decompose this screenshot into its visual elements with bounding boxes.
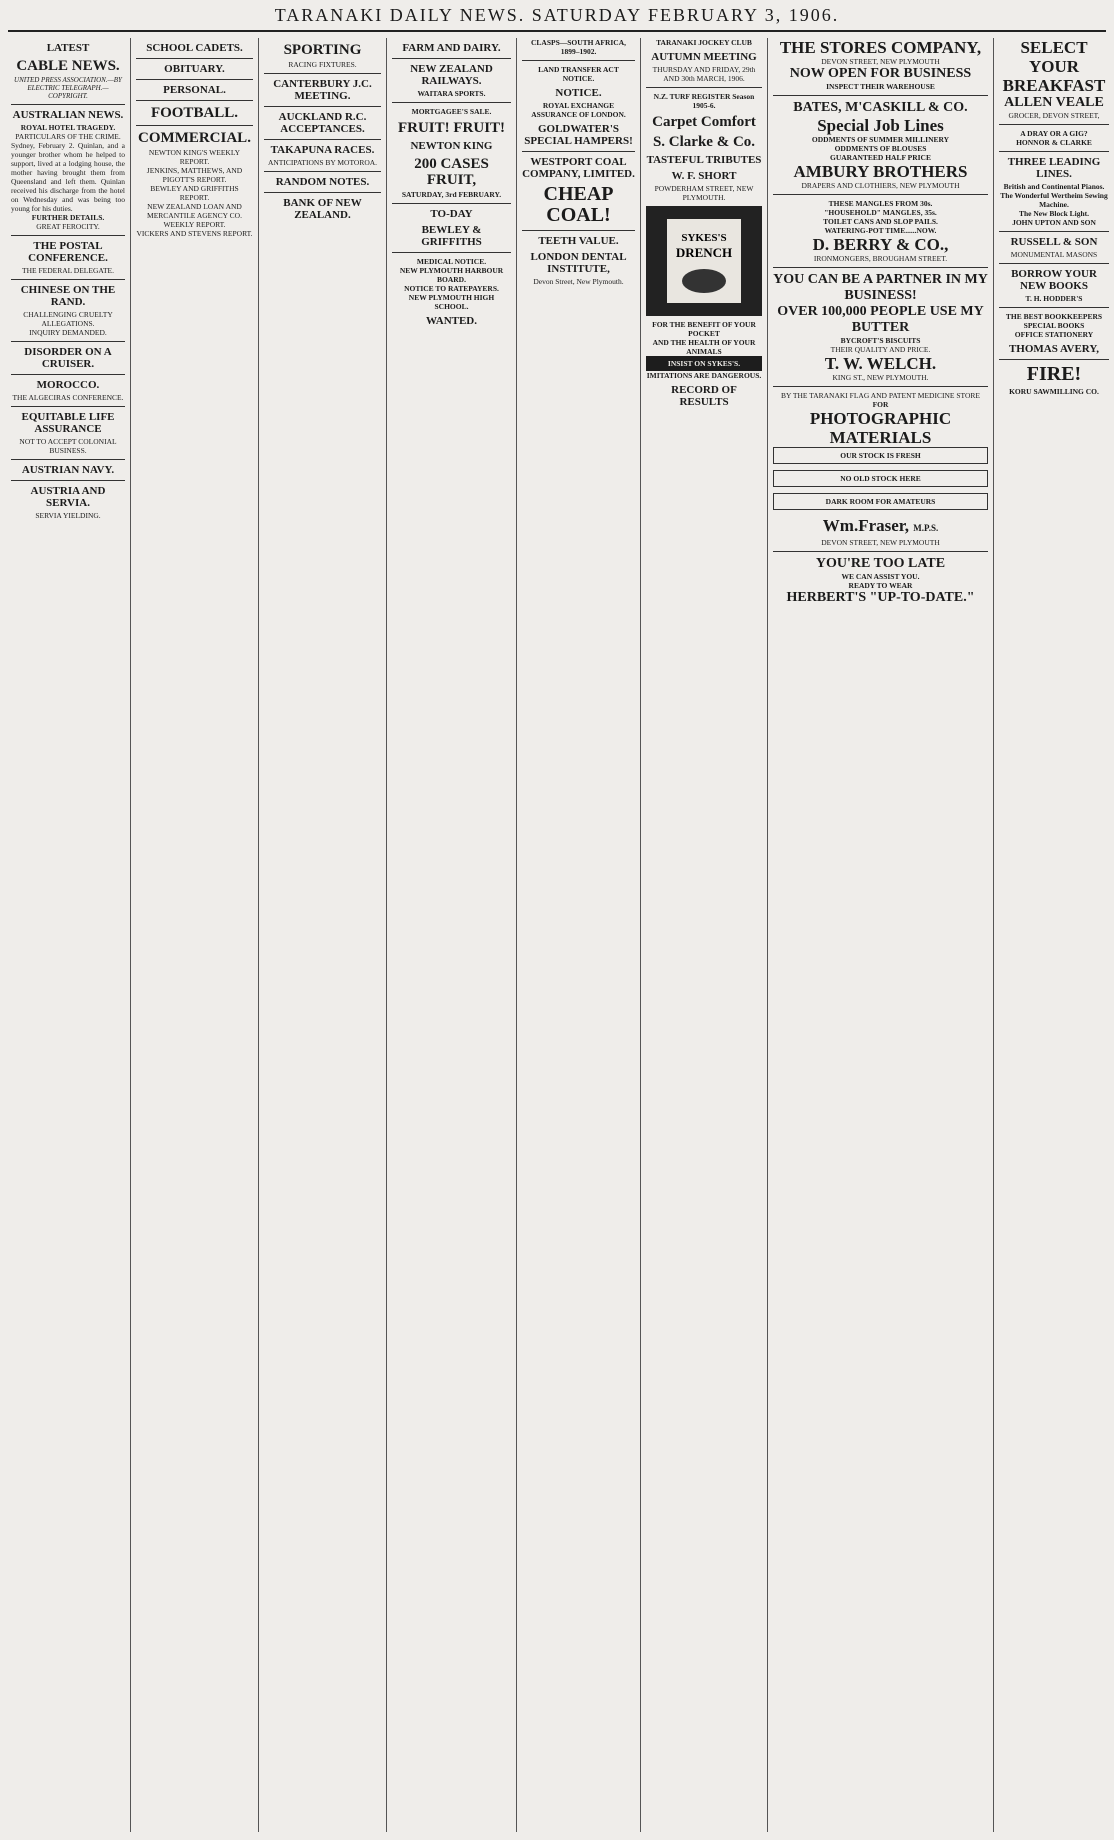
divider: [999, 263, 1109, 264]
divider: [136, 125, 253, 126]
disorder-heading: DISORDER ON A CRUISER.: [24, 346, 112, 370]
royal-exchange-heading: ROYAL EXCHANGE ASSURANCE OF LONDON.: [531, 101, 626, 119]
carpet-comfort-heading: Carpet Comfort: [652, 114, 756, 130]
fraser-qualification: M.P.S.: [913, 523, 939, 533]
ready-to-wear-heading: READY TO WEAR: [848, 581, 913, 590]
three-leading-lines-heading: THREE LEADING LINES.: [1007, 156, 1101, 180]
column-4: [387, 38, 517, 1832]
column-3: [259, 38, 387, 1832]
fire-heading: FIRE!: [1026, 363, 1082, 385]
column-6: [641, 38, 768, 1832]
federal-delegate-heading: THE FEDERAL DELEGATE.: [22, 266, 114, 275]
newton-king-heading: NEWTON KING: [410, 140, 493, 152]
canterbury-heading: CANTERBURY J.C. MEETING.: [273, 78, 372, 102]
ferocity-heading: GREAT FEROCITY.: [36, 222, 100, 231]
meeting-dates: THURSDAY AND FRIDAY, 29th AND 30th MARCH, 1906.: [652, 65, 756, 83]
insist-sykes-banner: INSIST ON SYKES'S.: [646, 356, 762, 371]
d-berry-address: IRONMONGERS, BROUGHAM STREET.: [813, 254, 948, 263]
sykes-drench-illustration: [646, 206, 762, 316]
divider: [773, 551, 988, 552]
masthead: TARANAKI DAILY NEWS. SATURDAY FEBRUARY 3, 1906.: [8, 0, 1106, 32]
fruit-cases-heading: 200 CASES FRUIT,: [414, 156, 489, 188]
autumn-meeting-heading: AUTUMN MEETING: [651, 51, 757, 63]
waitara-sports-heading: WAITARA SPORTS.: [417, 89, 486, 98]
newton-king-report-heading: NEWTON KING'S WEEKLY REPORT.: [148, 148, 241, 166]
taranaki-flag-line: BY THE TARANAKI FLAG AND PATENT MEDICINE STORE: [781, 391, 980, 400]
allen-veale-sub: GROCER, DEVON STREET,: [1008, 111, 1100, 120]
hodder-heading: T. H. HODDER'S: [1025, 294, 1083, 303]
divider: [136, 58, 253, 59]
algeciras-heading: THE ALGECIRAS CONFERENCE.: [12, 393, 124, 402]
cable-credit: UNITED PRESS ASSOCIATION.—BY ELECTRIC TELEGRAPH.—COPYRIGHT.: [14, 76, 122, 100]
divider: [11, 480, 125, 481]
article-body: Sydney, February 2. Quinlan, and a younger brother whom he helped to support, lived at a lodging house, the mother having brought them from Queensland and left them. Quinlan received his discharge from the hotel on Wednesday and was being too young for his duties.: [11, 141, 125, 213]
divider: [11, 459, 125, 460]
austrian-navy-heading: AUSTRIAN NAVY.: [21, 464, 115, 476]
stores-address: DEVON STREET, NEW PLYMOUTH: [821, 57, 940, 66]
divider: [11, 406, 125, 407]
equitable-heading: EQUITABLE LIFE ASSURANCE: [21, 411, 115, 435]
no-old-stock-box: NO OLD STOCK HERE: [773, 470, 988, 487]
bookkeepers-heading: THE BEST BOOKKEEPERS: [1005, 312, 1103, 321]
mangles-heading: THESE MANGLES FROM 30s.: [828, 199, 933, 208]
half-price-heading: GUARANTEED HALF PRICE: [830, 153, 931, 162]
koru-heading: KORU SAWMILLING CO.: [1009, 387, 1099, 396]
for-label: FOR: [872, 400, 889, 409]
divider: [264, 106, 381, 107]
block-light-heading: The New Block Light.: [1018, 209, 1089, 218]
divider: [264, 171, 381, 172]
divider: [264, 139, 381, 140]
household-mangles-heading: "HOUSEHOLD" MANGLES, 35s.: [824, 208, 937, 217]
bycroft-sub: THEIR QUALITY AND PRICE.: [830, 345, 931, 354]
particulars-heading: PARTICULARS OF THE CRIME.: [15, 132, 121, 141]
column-7: [768, 38, 994, 1832]
chinese-rand-heading: CHINESE ON THE RAND.: [20, 284, 116, 308]
harbour-board-heading: NEW PLYMOUTH HARBOUR BOARD.: [399, 266, 504, 284]
divider: [773, 95, 988, 96]
divider: [522, 230, 635, 231]
vickers-report-heading: VICKERS AND STEVENS REPORT.: [136, 229, 253, 238]
wanted-heading: WANTED.: [425, 315, 478, 327]
postal-conference-heading: THE POSTAL CONFERENCE.: [28, 240, 108, 264]
drench-bottle-icon: [659, 211, 749, 311]
thomas-avery-heading: THOMAS AVERY,: [1008, 343, 1100, 355]
butter-heading: OVER 100,000 PEOPLE USE MY BUTTER: [777, 304, 984, 335]
stores-company-heading: THE STORES COMPANY,: [779, 38, 982, 57]
divider: [11, 279, 125, 280]
divider: [999, 359, 1109, 360]
bycroft-heading: BYCROFT'S BISCUITS: [840, 336, 921, 345]
bg-report-heading: BEWLEY AND GRIFFITHS REPORT.: [150, 184, 239, 202]
divider: [11, 235, 125, 236]
record-results-heading: RECORD OF RESULTS: [671, 384, 737, 408]
column-1: [6, 38, 131, 1832]
d-berry-heading: D. BERRY & CO.,: [812, 235, 949, 254]
herbert-heading: HERBERT'S "UP-TO-DATE.": [786, 590, 975, 605]
latest-heading: LATEST: [46, 42, 90, 54]
fruit-heading: FRUIT! FRUIT!: [397, 120, 506, 136]
office-stationery-heading: OFFICE STATIONERY: [1014, 330, 1094, 339]
s-clarke-heading: S. Clarke & Co.: [652, 134, 756, 150]
takapuna-heading: TAKAPUNA RACES.: [270, 144, 375, 156]
divider: [999, 231, 1109, 232]
teeth-value-heading: TEETH VALUE.: [538, 235, 619, 247]
goldwater-heading: GOLDWATER'S SPECIAL HAMPERS!: [524, 123, 633, 147]
jmp-report-heading: JENKINS, MATTHEWS, AND PIGOTT'S REPORT.: [146, 166, 243, 184]
land-transfer-heading: LAND TRANSFER ACT NOTICE.: [538, 65, 619, 83]
commercial-heading: COMMERCIAL.: [138, 130, 251, 146]
inquiry-heading: INQUIRY DEMANDED.: [29, 328, 107, 337]
select-breakfast-heading: SELECT YOUR BREAKFAST: [1002, 38, 1106, 95]
divider: [11, 341, 125, 342]
divider: [773, 386, 988, 387]
welch-address: KING ST., NEW PLYMOUTH.: [832, 373, 929, 382]
bank-nz-heading: BANK OF NEW ZEALAND.: [283, 197, 362, 221]
farm-dairy-heading: FARM AND DAIRY.: [402, 42, 501, 54]
random-notes-heading: RANDOM NOTES.: [275, 176, 370, 188]
photographic-heading: PHOTOGRAPHIC MATERIALS: [809, 409, 952, 447]
bewley-griffiths-heading: BEWLEY & GRIFFITHS: [421, 224, 482, 248]
cable-news-heading: CABLE NEWS.: [16, 58, 120, 74]
divider: [264, 192, 381, 193]
stock-fresh-box: OUR STOCK IS FRESH: [773, 447, 988, 464]
cruelty-heading: CHALLENGING CRUELTY ALLEGATIONS.: [23, 310, 113, 328]
bates-heading: BATES, M'CASKILL & CO.: [793, 100, 968, 115]
clasps-heading: CLASPS—SOUTH AFRICA, 1899–1902.: [530, 38, 627, 56]
not-accept-heading: NOT TO ACCEPT COLONIAL BUSINESS.: [19, 437, 117, 455]
partner-heading: YOU CAN BE A PARTNER IN MY BUSINESS!: [773, 272, 988, 303]
mortgagee-sale-heading: MORTGAGEE'S SALE.: [411, 107, 492, 116]
dark-room-box: DARK ROOM FOR AMATEURS: [773, 493, 988, 510]
russell-son-heading: RUSSELL & SON: [1010, 236, 1098, 248]
divider: [392, 58, 511, 59]
column-2: [131, 38, 259, 1832]
personal-heading: PERSONAL.: [163, 84, 226, 96]
newspaper-page: [0, 32, 1114, 1832]
column-5: [517, 38, 641, 1832]
jockey-club-heading: TARANAKI JOCKEY CLUB: [656, 38, 752, 47]
sykes-line-2: AND THE HEALTH OF YOUR ANIMALS: [652, 338, 756, 356]
assist-heading: WE CAN ASSIST YOU.: [841, 572, 920, 581]
imitations-heading: IMITATIONS ARE DANGEROUS.: [646, 371, 762, 380]
special-books-heading: SPECIAL BOOKS: [1023, 321, 1085, 330]
anticipations-heading: ANTICIPATIONS BY MOTOROA.: [267, 158, 378, 167]
high-school-heading: NEW PLYMOUTH HIGH SCHOOL.: [408, 293, 495, 311]
svg-text:DRENCH: DRENCH: [675, 245, 733, 260]
blouses-heading: ODDMENTS OF BLOUSES: [834, 144, 927, 153]
millinery-heading: ODDMENTS OF SUMMER MILLINERY: [811, 135, 950, 144]
nz-railways-heading: NEW ZEALAND RAILWAYS.: [410, 63, 493, 87]
toilet-cans-heading: TOILET CANS AND SLOP PAILS.: [823, 217, 938, 226]
svg-text:SYKES'S: SYKES'S: [681, 232, 727, 244]
divider: [773, 267, 988, 268]
london-dental-heading: LONDON DENTAL INSTITUTE,: [530, 251, 627, 275]
wertheim-heading: The Wonderful Wertheim Sewing Machine.: [1000, 191, 1108, 209]
inspect-heading: INSPECT THEIR WAREHOUSE: [826, 82, 935, 91]
w-f-short-heading: W. F. SHORT: [671, 170, 737, 182]
divider: [264, 73, 381, 74]
nzla-heading: NEW ZEALAND LOAN AND MERCANTILE AGENCY CO.: [147, 202, 242, 220]
australian-news-heading: AUSTRALIAN NEWS.: [12, 109, 124, 121]
royal-hotel-heading: ROYAL HOTEL TRAGEDY.: [20, 123, 116, 132]
monumental-masons-heading: MONUMENTAL MASONS: [1010, 250, 1098, 259]
honnor-clarke-heading: HONNOR & CLARKE: [1016, 138, 1092, 147]
open-business-heading: NOW OPEN FOR BUSINESS: [789, 66, 972, 81]
divider: [999, 307, 1109, 308]
special-job-lines-heading: Special Job Lines: [817, 116, 944, 135]
divider: [11, 104, 125, 105]
ambury-sub: DRAPERS AND CLOTHIERS, NEW PLYMOUTH: [801, 181, 960, 190]
ratepayers-heading: NOTICE TO RATEPAYERS.: [404, 284, 499, 293]
dray-gig-heading: A DRAY OR A GIG?: [1020, 129, 1088, 138]
auckland-heading: AUCKLAND R.C. ACCEPTANCES.: [278, 111, 367, 135]
servia-sub-heading: SERVIA YIELDING.: [35, 511, 101, 520]
allen-veale-heading: ALLEN VEALE: [1004, 95, 1104, 110]
obituary-heading: OBITUARY.: [164, 63, 225, 75]
westport-heading: WESTPORT COAL COMPANY, LIMITED.: [522, 156, 635, 180]
sykes-line-1: FOR THE BENEFIT OF YOUR POCKET: [652, 320, 756, 338]
football-heading: FOOTBALL.: [150, 105, 239, 121]
british-pianos-heading: British and Continental Pianos.: [1003, 182, 1105, 191]
turf-register-heading: N.Z. TURF REGISTER Season 1905-6.: [653, 92, 755, 110]
divider: [392, 203, 511, 204]
divider: [392, 252, 511, 253]
divider: [522, 60, 635, 61]
ambury-heading: AMBURY BROTHERS: [793, 162, 968, 181]
today-heading: TO-DAY: [430, 208, 473, 220]
austria-servia-heading: AUSTRIA AND SERVIA.: [30, 485, 106, 509]
fraser-address: DEVON STREET, NEW PLYMOUTH: [821, 538, 940, 547]
notice-heading: NOTICE.: [555, 87, 602, 99]
divider: [522, 151, 635, 152]
w-f-short-address: POWDERHAM STREET, NEW PLYMOUTH.: [654, 184, 754, 202]
tasteful-tributes-heading: TASTEFUL TRIBUTES: [646, 154, 762, 166]
welch-heading: T. W. WELCH.: [824, 354, 937, 373]
weekly-report-heading: WEEKLY REPORT.: [163, 220, 226, 229]
morocco-heading: MOROCCO.: [36, 379, 100, 391]
divider: [11, 374, 125, 375]
divider: [999, 151, 1109, 152]
london-dental-address: Devon Street, New Plymouth.: [533, 277, 624, 286]
sporting-heading: SPORTING: [283, 42, 362, 58]
john-upton-heading: JOHN UPTON AND SON: [1012, 218, 1096, 227]
divider: [773, 194, 988, 195]
racing-fixtures-heading: RACING FIXTURES.: [288, 60, 357, 69]
too-late-heading: YOU'RE TOO LATE: [815, 556, 946, 571]
divider: [999, 124, 1109, 125]
borrow-books-heading: BORROW YOUR NEW BOOKS: [1011, 268, 1097, 292]
fraser-name: Wm.Fraser,: [822, 516, 910, 535]
school-cadets-heading: SCHOOL CADETS.: [146, 42, 243, 54]
cheap-coal-heading: CHEAP COAL!: [543, 183, 614, 226]
column-8: [994, 38, 1114, 1832]
divider: [136, 100, 253, 101]
divider: [136, 79, 253, 80]
divider: [646, 87, 762, 88]
fraser-heading: [773, 516, 988, 538]
further-details-heading: FURTHER DETAILS.: [31, 213, 105, 222]
medical-notice-heading: MEDICAL NOTICE.: [416, 257, 487, 266]
saturday-heading: SATURDAY, 3rd FEBRUARY.: [401, 190, 502, 199]
divider: [392, 102, 511, 103]
watering-heading: WATERING-POT TIME......NOW.: [824, 226, 937, 235]
